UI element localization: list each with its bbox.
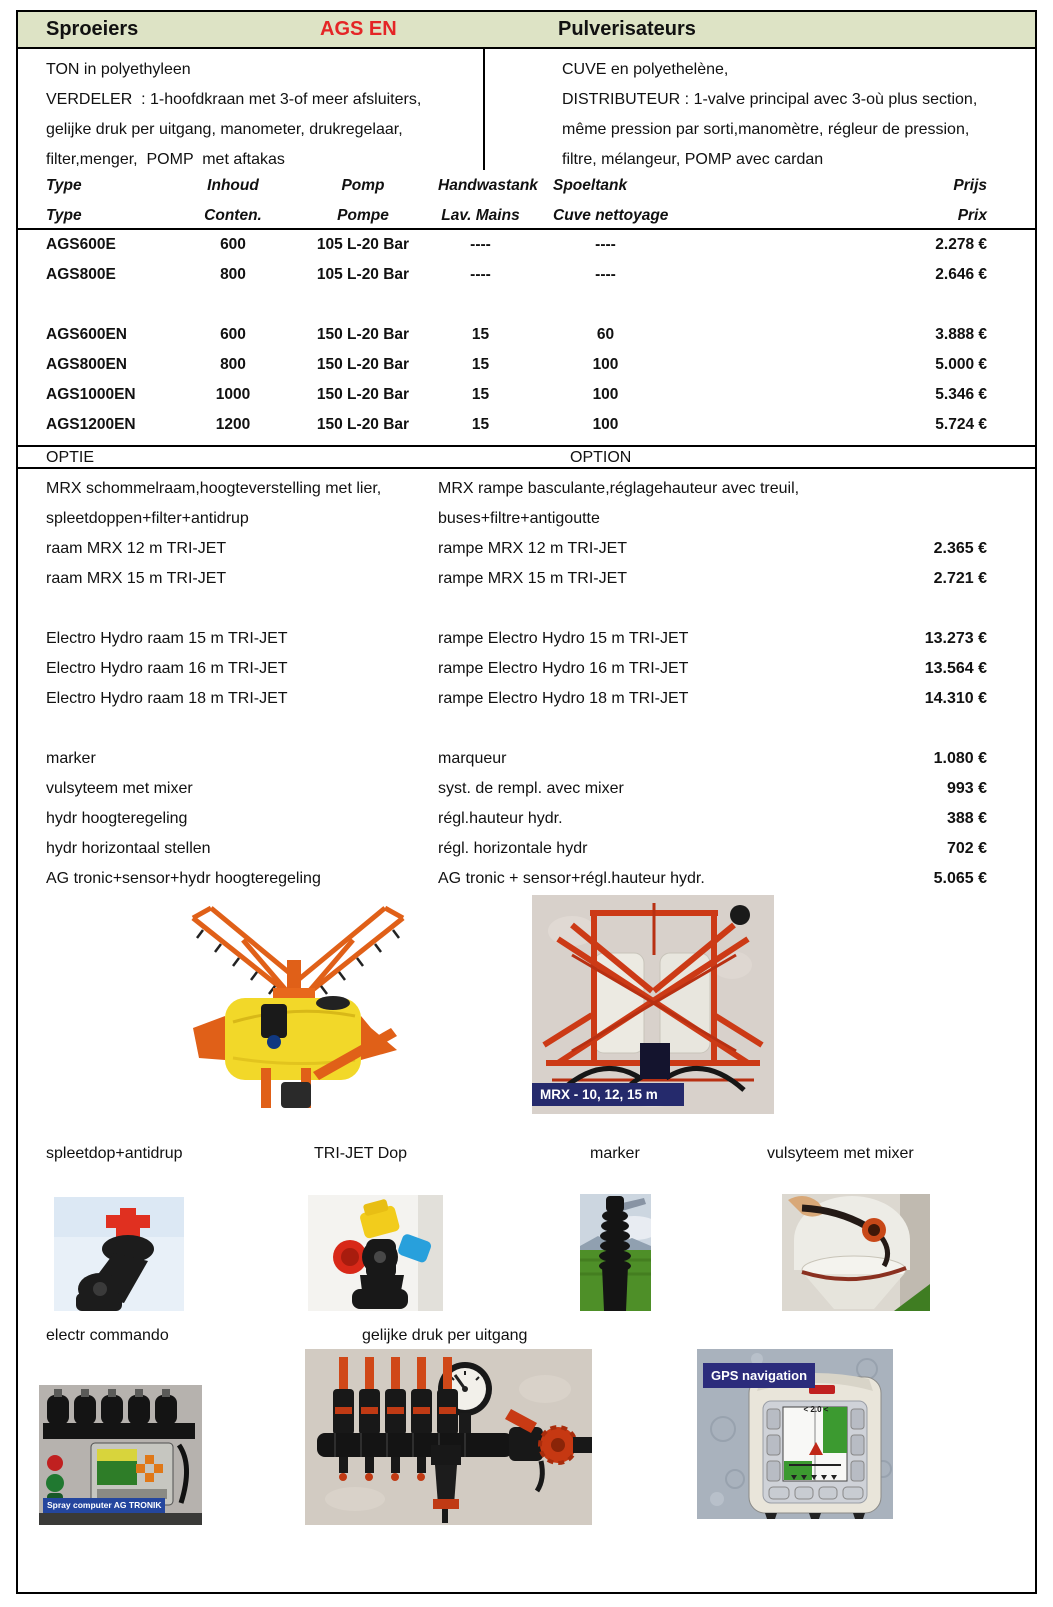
description-line-fr: filtre, mélangeur, POMP avec cardan: [562, 151, 824, 168]
option-label-fr: rampe Electro Hydro 15 m TRI-JET: [438, 630, 689, 647]
option-row: [18, 654, 1035, 684]
option-price: 14.310 €: [924, 690, 987, 707]
table-header-cell: Conten.: [204, 207, 262, 224]
option-label-fr: [438, 594, 868, 624]
option-label-fr: syst. de rempl. avec mixer: [438, 780, 624, 797]
table-cell: 150 L-20 Bar: [316, 416, 410, 433]
table-cell: 600: [220, 326, 246, 343]
table-header-cell: Lav. Mains: [441, 207, 520, 224]
option-price: 5.065 €: [933, 870, 987, 887]
option-label-nl: spleetdoppen+filter+antidrup: [46, 510, 249, 527]
table-cell: 800: [220, 266, 246, 283]
option-row: [18, 714, 1035, 744]
description-line-fr: CUVE en polyethelène,: [562, 61, 729, 78]
table-cell: [178, 290, 288, 320]
option-price: 388 €: [946, 810, 987, 827]
option-label-fr: MRX rampe basculante,réglagehauteur avec treuil,: [438, 480, 800, 497]
option-label-nl: [46, 714, 438, 744]
table-cell: 3.888 €: [935, 326, 987, 343]
option-row: [18, 564, 1035, 594]
trijet-nozzle-photo: [308, 1195, 443, 1311]
table-cell: 800: [220, 356, 246, 373]
table-cell: 150 L-20 Bar: [316, 356, 410, 373]
option-label-fr: buses+filtre+antigoutte: [438, 510, 600, 527]
caption-gelijke-druk: gelijke druk per uitgang: [362, 1327, 528, 1344]
table-cell: 600: [220, 236, 246, 253]
option-label-fr: rampe Electro Hydro 16 m TRI-JET: [438, 660, 689, 677]
option-label-nl: hydr horizontaal stellen: [46, 840, 211, 857]
option-row: [18, 864, 1035, 894]
option-label-fr: marqueur: [438, 750, 507, 767]
option-row: [18, 504, 1035, 534]
table-cell: 15: [471, 356, 490, 373]
table-cell: AGS1200EN: [46, 416, 136, 433]
table-header-cell: Prix: [957, 207, 987, 224]
gps-photo-label: GPS navigation: [703, 1363, 815, 1388]
option-label-nl: raam MRX 12 m TRI-JET: [46, 540, 227, 557]
option-label-nl: raam MRX 15 m TRI-JET: [46, 570, 227, 587]
description-line-nl: TON in polyethyleen: [46, 61, 191, 78]
table-cell: ----: [470, 236, 491, 253]
table-cell: [46, 290, 178, 320]
table-header-cell: Pomp: [341, 177, 385, 194]
option-label-nl: MRX schommelraam,hoogteverstelling met lier,: [46, 480, 382, 497]
option-price: [868, 504, 1035, 534]
option-row: [18, 534, 1035, 564]
table-cell: 100: [592, 356, 619, 373]
table-header-row: [18, 171, 1035, 201]
price-table-body: [18, 230, 1035, 445]
option-row: [18, 774, 1035, 804]
pressure-manifold-photo: [305, 1349, 592, 1525]
option-row: [18, 624, 1035, 654]
table-header-row: [18, 201, 1035, 231]
option-price: 702 €: [946, 840, 987, 857]
table-cell: 100: [592, 386, 619, 403]
table-cell: 2.278 €: [935, 236, 987, 253]
table-header-cell: Type: [46, 207, 82, 224]
price-table-header: [18, 170, 1035, 230]
table-cell: 15: [471, 386, 490, 403]
description-section: [18, 49, 1035, 170]
mrx-boom-photo-image: [532, 895, 774, 1114]
table-cell: 105 L-20 Bar: [316, 236, 410, 253]
option-price: [868, 594, 1035, 624]
option-price: [868, 714, 1035, 744]
foam-marker-photo: [580, 1194, 651, 1311]
option-label-nl: [46, 594, 438, 624]
table-cell: ----: [595, 236, 616, 253]
table-row: [18, 380, 1035, 410]
option-row: [18, 474, 1035, 504]
filling-mixer-photo: [782, 1194, 930, 1311]
table-cell: 105 L-20 Bar: [316, 266, 410, 283]
table-header-cell: Prijs: [953, 177, 987, 194]
column-divider: [483, 49, 485, 170]
table-cell: 100: [592, 416, 619, 433]
caption-marker: marker: [590, 1145, 640, 1162]
spray-computer-photo: [39, 1385, 202, 1525]
option-label-fr: AG tronic + sensor+régl.hauteur hydr.: [438, 870, 705, 887]
table-row: [18, 230, 1035, 260]
table-row: [18, 320, 1035, 350]
option-price: 2.365 €: [933, 540, 987, 557]
mrx-photo-label: MRX - 10, 12, 15 m: [532, 1083, 684, 1106]
table-cell: AGS600EN: [46, 326, 127, 343]
table-cell: 15: [471, 416, 490, 433]
option-label-fr: rampe MRX 12 m TRI-JET: [438, 540, 628, 557]
title-fr: Pulverisateurs: [558, 18, 696, 40]
table-cell: [523, 290, 688, 320]
field-sprayer-photo: [173, 900, 423, 1114]
caption-trijet: TRI-JET Dop: [314, 1145, 408, 1162]
table-header-cell: Pompe: [337, 207, 389, 224]
table-cell: [288, 290, 438, 320]
option-label-nl: hydr hoogteregeling: [46, 810, 188, 827]
table-cell: AGS800EN: [46, 356, 127, 373]
option-price: 13.564 €: [924, 660, 987, 677]
description-line-nl: gelijke druk per uitgang, manometer, drukregelaar,: [46, 121, 403, 138]
option-label-fr: régl.hauteur hydr.: [438, 810, 563, 827]
option-header-nl: OPTIE: [46, 449, 95, 466]
table-cell: 5.724 €: [935, 416, 987, 433]
option-price: 993 €: [946, 780, 987, 797]
option-row: [18, 684, 1035, 714]
table-cell: 15: [471, 326, 490, 343]
option-price: 1.080 €: [933, 750, 987, 767]
table-cell: 2.646 €: [935, 266, 987, 283]
table-cell: AGS600E: [46, 236, 116, 253]
option-label-nl: Electro Hydro raam 15 m TRI-JET: [46, 630, 288, 647]
description-line-fr: DISTRIBUTEUR : 1-valve principal avec 3-où plus section,: [562, 91, 978, 108]
option-label-nl: AG tronic+sensor+hydr hoogteregeling: [46, 870, 321, 887]
table-cell: ----: [470, 266, 491, 283]
table-header-cell: Spoeltank: [553, 177, 628, 194]
option-price: [868, 474, 1035, 504]
table-cell: 1000: [215, 386, 251, 403]
description-line-fr: même pression par sorti,manomètre, régleur de pression,: [562, 121, 970, 138]
table-row: [18, 350, 1035, 380]
table-cell: [688, 290, 1035, 320]
table-row: [18, 410, 1035, 440]
table-cell: 150 L-20 Bar: [316, 326, 410, 343]
mrx-boom-photo: [532, 895, 774, 1114]
table-cell: 150 L-20 Bar: [316, 386, 410, 403]
table-row: [18, 260, 1035, 290]
option-header-row: [18, 445, 1035, 469]
description-column-fr: [562, 55, 977, 175]
option-label-fr: rampe Electro Hydro 18 m TRI-JET: [438, 690, 689, 707]
caption-spleetdop: spleetdop+antidrup: [46, 1145, 183, 1162]
spray-computer-label: Spray computer AG TRONIK: [43, 1498, 165, 1513]
catalog-page: [16, 10, 1037, 1594]
option-price: 13.273 €: [924, 630, 987, 647]
title-band: [18, 12, 1035, 49]
description-line-nl: VERDELER : 1-hoofdkraan met 3-of meer afsluiters,: [46, 91, 422, 108]
series-title: AGS EN: [320, 18, 397, 40]
option-price: 2.721 €: [933, 570, 987, 587]
description-column-nl: [46, 55, 421, 175]
option-label-fr: régl. horizontale hydr: [438, 840, 588, 857]
gps-screen-readout: < 2.0 <: [803, 1405, 829, 1414]
table-header-cell: Inhoud: [207, 177, 259, 194]
option-row: [18, 834, 1035, 864]
option-label-fr: [438, 714, 868, 744]
table-cell: AGS800E: [46, 266, 116, 283]
table-header-cell: Handwastank: [438, 177, 538, 194]
table-cell: 5.000 €: [935, 356, 987, 373]
option-label-nl: Electro Hydro raam 18 m TRI-JET: [46, 690, 288, 707]
nozzle-antidrip-photo: [54, 1197, 184, 1311]
table-cell: ----: [595, 266, 616, 283]
caption-electr-commando: electr commando: [46, 1327, 169, 1344]
table-cell: 60: [596, 326, 615, 343]
table-header-cell: Cuve nettoyage: [553, 207, 669, 224]
option-header-fr: OPTION: [570, 449, 632, 466]
table-row: [18, 290, 1035, 320]
options-list: [18, 469, 1035, 894]
option-label-nl: marker: [46, 750, 96, 767]
table-cell: AGS1000EN: [46, 386, 136, 403]
option-row: [18, 804, 1035, 834]
option-label-nl: Electro Hydro raam 16 m TRI-JET: [46, 660, 288, 677]
option-label-nl: vulsyteem met mixer: [46, 780, 193, 797]
title-nl: Sproeiers: [46, 18, 139, 40]
table-header-cell: Type: [46, 177, 82, 194]
table-cell: [438, 290, 523, 320]
option-label-fr: rampe MRX 15 m TRI-JET: [438, 570, 628, 587]
description-line-nl: filter,menger, POMP met aftakas: [46, 151, 285, 168]
table-cell: 1200: [215, 416, 251, 433]
option-row: [18, 594, 1035, 624]
table-cell: 5.346 €: [935, 386, 987, 403]
gps-device-photo: [697, 1349, 893, 1519]
caption-vulsysteem: vulsyteem met mixer: [767, 1145, 914, 1162]
option-row: [18, 744, 1035, 774]
